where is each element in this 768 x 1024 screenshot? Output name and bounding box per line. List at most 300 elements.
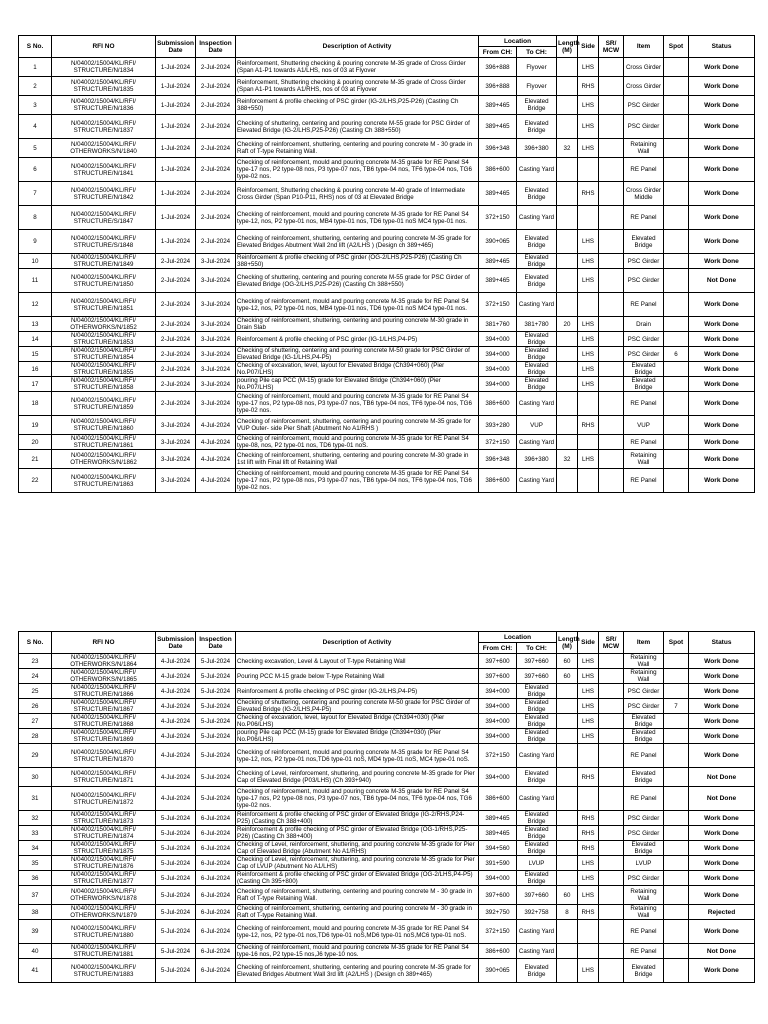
cell-sno: 14 [19, 332, 52, 347]
cell-status: Work Done [689, 959, 755, 983]
cell-item: RE Panel [624, 787, 664, 811]
cell-item: Retaining Wall [624, 669, 664, 684]
cell-item: Retaining Wall [624, 450, 664, 469]
cell-inspection-date: 6-Jul-2024 [196, 841, 236, 856]
cell-from-ch: 397+600 [479, 669, 517, 684]
cell-status: Work Done [689, 654, 755, 669]
cell-sr-mcw [599, 729, 624, 744]
cell-status: Work Done [689, 293, 755, 317]
cell-description: Checking of shuttering, centering and pouring concrete M-50 grade for PSC Girder of Elevated Bridge (IG-1/LHS,P4-P5) [236, 347, 479, 362]
cell-item: PSC Girder [624, 332, 664, 347]
cell-submission-date: 5-Jul-2024 [156, 886, 196, 905]
table-row [19, 293, 755, 317]
cell-inspection-date: 4-Jul-2024 [196, 416, 236, 435]
cell-length [557, 744, 578, 768]
cell-length [557, 293, 578, 317]
cell-status: Work Done [689, 920, 755, 944]
cell-length [557, 826, 578, 841]
table-row [19, 362, 755, 377]
cell-sno: 23 [19, 654, 52, 669]
cell-length [557, 269, 578, 293]
cell-status: Work Done [689, 669, 755, 684]
cell-from-ch: 381+760 [479, 317, 517, 332]
cell-from-ch: 386+600 [479, 944, 517, 959]
table-row [19, 768, 755, 787]
cell-sr-mcw [599, 669, 624, 684]
cell-submission-date: 2-Jul-2024 [156, 392, 196, 416]
cell-sr-mcw [599, 96, 624, 115]
cell-length [557, 811, 578, 826]
cell-item: Retaining Wall [624, 905, 664, 920]
cell-item: Cross Girder Middle [624, 182, 664, 206]
cell-rfi-no: N/04002/15004/KL/RFI/ STRUCTURE/N/1866 [52, 684, 156, 699]
cell-rfi-no: N/04002/15004/KL/RFI/ STRUCTURE/N/1861 [52, 435, 156, 450]
cell-from-ch: 394+000 [479, 768, 517, 787]
cell-status: Work Done [689, 347, 755, 362]
cell-status: Work Done [689, 856, 755, 871]
cell-submission-date: 3-Jul-2024 [156, 435, 196, 450]
cell-spot [664, 729, 689, 744]
cell-spot [664, 115, 689, 139]
cell-status: Work Done [689, 206, 755, 230]
cell-item: VUP [624, 416, 664, 435]
table-row [19, 699, 755, 714]
cell-sno: 17 [19, 377, 52, 392]
cell-spot [664, 469, 689, 493]
cell-inspection-date: 5-Jul-2024 [196, 684, 236, 699]
table-row [19, 96, 755, 115]
cell-to-ch: Elevated Bridge [517, 332, 557, 347]
cell-sr-mcw [599, 362, 624, 377]
cell-sno: 2 [19, 77, 52, 96]
cell-length [557, 377, 578, 392]
cell-sr-mcw [599, 654, 624, 669]
cell-sno: 24 [19, 669, 52, 684]
cell-sr-mcw [599, 58, 624, 77]
cell-side: RHS [578, 77, 599, 96]
cell-submission-date: 4-Jul-2024 [156, 699, 196, 714]
cell-submission-date: 3-Jul-2024 [156, 450, 196, 469]
header-item: Item [624, 632, 664, 654]
cell-from-ch: 394+000 [479, 729, 517, 744]
cell-item: RE Panel [624, 293, 664, 317]
cell-submission-date: 5-Jul-2024 [156, 811, 196, 826]
cell-to-ch: Elevated Bridge [517, 714, 557, 729]
cell-side: LHS [578, 317, 599, 332]
cell-item: Elevated Bridge [624, 362, 664, 377]
cell-item: Elevated Bridge [624, 230, 664, 254]
cell-inspection-date: 6-Jul-2024 [196, 871, 236, 886]
table-row [19, 332, 755, 347]
cell-rfi-no: N/04002/15004/KL/RFI/ OTHERWORKS/N/1862 [52, 450, 156, 469]
cell-sr-mcw [599, 714, 624, 729]
cell-inspection-date: 5-Jul-2024 [196, 669, 236, 684]
cell-spot [664, 826, 689, 841]
cell-description: Checking of excavation, level, layout for Elevated Bridge (Ch394+030) (Pier No.P06/LHS) [236, 714, 479, 729]
header-length: Length (M) [557, 632, 578, 654]
cell-side: LHS [578, 254, 599, 269]
cell-item: Retaining Wall [624, 886, 664, 905]
cell-item: PSC Girder [624, 347, 664, 362]
cell-sno: 31 [19, 787, 52, 811]
cell-item: RE Panel [624, 158, 664, 182]
cell-side [578, 469, 599, 493]
cell-rfi-no: N/04002/15004/KL/RFI/ STRUCTURE/N/1841 [52, 158, 156, 182]
cell-rfi-no: N/04002/15004/KL/RFI/ STRUCTURE/S/1848 [52, 230, 156, 254]
cell-description: Checking of reinforcement, shuttering, centering and pouring concrete M - 30 grade in Raft of T-type Retaining Wall. [236, 905, 479, 920]
cell-to-ch: 397+660 [517, 886, 557, 905]
cell-sr-mcw [599, 293, 624, 317]
cell-to-ch: VUP [517, 416, 557, 435]
cell-from-ch: 386+600 [479, 392, 517, 416]
cell-side: LHS [578, 654, 599, 669]
cell-sno: 25 [19, 684, 52, 699]
cell-side: LHS [578, 332, 599, 347]
cell-description: Checking of Level, reinforcement, shuttering, and pouring concrete M-35 grade for Pier Cap of Elevated Bridge (P03/LHS) (Ch 393+940) [236, 768, 479, 787]
cell-rfi-no: N/04002/15004/KL/RFI/ STRUCTURE/N/1870 [52, 744, 156, 768]
cell-from-ch: 391+590 [479, 856, 517, 871]
cell-inspection-date: 2-Jul-2024 [196, 230, 236, 254]
cell-description: Checking of reinforcement, shuttering, centering and pouring concrete M - 30 grade in Raft of T-type Retaining Wall. [236, 886, 479, 905]
cell-side: LHS [578, 115, 599, 139]
cell-to-ch: Elevated Bridge [517, 182, 557, 206]
cell-length [557, 920, 578, 944]
table-row [19, 826, 755, 841]
cell-from-ch: 396+888 [479, 77, 517, 96]
cell-description: Checking of reinforcement, mould and pouring concrete M-35 grade for RE Panel S4 type-17 nos, P2 type-08 nos, P3 type-07 nos, TB6 type-04 nos, TF6 type-04 nos, TG6 type-02 nos. [236, 787, 479, 811]
cell-side: RHS [578, 768, 599, 787]
cell-to-ch: Elevated Bridge [517, 96, 557, 115]
cell-sno: 5 [19, 139, 52, 158]
cell-sno: 36 [19, 871, 52, 886]
cell-sno: 20 [19, 435, 52, 450]
cell-side: RHS [578, 841, 599, 856]
cell-to-ch: Elevated Bridge [517, 362, 557, 377]
cell-status: Not Done [689, 944, 755, 959]
cell-sno: 10 [19, 254, 52, 269]
cell-submission-date: 4-Jul-2024 [156, 714, 196, 729]
cell-status: Work Done [689, 714, 755, 729]
cell-length: 60 [557, 669, 578, 684]
cell-description: Pouring PCC M-15 grade below T-type Retaining Wall [236, 669, 479, 684]
cell-spot [664, 450, 689, 469]
cell-status: Work Done [689, 811, 755, 826]
cell-sno: 39 [19, 920, 52, 944]
cell-description: Checking of reinforcement, shuttering, centering and pouring concrete M-35 grade for Elevated Bridges Abutment Wall 2nd lift (A2/LHS ) (Design ch 389+465) [236, 230, 479, 254]
cell-rfi-no: N/04002/15004/KL/RFI/ STRUCTURE/S/1847 [52, 206, 156, 230]
cell-description: Checking of reinforcement, mould and pouring concrete M-35 grade for RE Panel S4 type-12, nos, P2 type-01 nos, MB4 type-01 nos, TD6 type-01 noS MC4 type-01 nos. [236, 206, 479, 230]
cell-from-ch: 389+465 [479, 254, 517, 269]
header-from-ch: From CH: [479, 643, 517, 654]
cell-inspection-date: 6-Jul-2024 [196, 920, 236, 944]
cell-inspection-date: 3-Jul-2024 [196, 362, 236, 377]
cell-sno: 6 [19, 158, 52, 182]
cell-submission-date: 4-Jul-2024 [156, 684, 196, 699]
cell-sno: 13 [19, 317, 52, 332]
cell-inspection-date: 4-Jul-2024 [196, 435, 236, 450]
cell-item: LVUP [624, 856, 664, 871]
cell-status: Not Done [689, 787, 755, 811]
cell-inspection-date: 2-Jul-2024 [196, 58, 236, 77]
cell-status: Work Done [689, 77, 755, 96]
cell-to-ch: Casting Yard [517, 206, 557, 230]
cell-spot [664, 684, 689, 699]
cell-submission-date: 5-Jul-2024 [156, 959, 196, 983]
cell-sr-mcw [599, 959, 624, 983]
cell-sr-mcw [599, 206, 624, 230]
cell-inspection-date: 5-Jul-2024 [196, 654, 236, 669]
cell-sno: 21 [19, 450, 52, 469]
cell-spot [664, 787, 689, 811]
cell-status: Work Done [689, 886, 755, 905]
cell-description: Checking of excavation, level, layout for Elevated Bridge (Ch394+060) (Pier No.P07/LHS) [236, 362, 479, 377]
cell-sr-mcw [599, 347, 624, 362]
cell-to-ch: Elevated Bridge [517, 871, 557, 886]
cell-rfi-no: N/04002/15004/KL/RFI/ STRUCTURE/N/1871 [52, 768, 156, 787]
cell-sr-mcw [599, 332, 624, 347]
cell-spot [664, 139, 689, 158]
cell-inspection-date: 3-Jul-2024 [196, 347, 236, 362]
cell-sr-mcw [599, 77, 624, 96]
cell-rfi-no: N/04002/15004/KL/RFI/ OTHERWORKS/N/1878 [52, 886, 156, 905]
cell-description: pouring Pile cap PCC (M-15) grade for Elevated Bridge (Ch394+030) (Pier No.P06/LHS) [236, 729, 479, 744]
cell-sno: 11 [19, 269, 52, 293]
cell-status: Work Done [689, 826, 755, 841]
header-from-ch: From CH: [479, 47, 517, 58]
cell-description: Checking of shuttering, centering and pouring concrete M-55 grade for PSC Girder of Elevated Bridge (IG-2/LHS,P25-P26) (Casting Ch 388+550) [236, 115, 479, 139]
cell-status: Work Done [689, 435, 755, 450]
cell-side: LHS [578, 959, 599, 983]
cell-rfi-no: N/04002/15004/KL/RFI/ STRUCTURE/N/1850 [52, 269, 156, 293]
cell-status: Work Done [689, 362, 755, 377]
cell-rfi-no: N/04002/15004/KL/RFI/ STRUCTURE/N/1854 [52, 347, 156, 362]
cell-inspection-date: 5-Jul-2024 [196, 729, 236, 744]
cell-status: Work Done [689, 469, 755, 493]
cell-to-ch: 381+780 [517, 317, 557, 332]
cell-sr-mcw [599, 856, 624, 871]
cell-rfi-no: N/04002/15004/KL/RFI/ OTHERWORKS/N/1879 [52, 905, 156, 920]
cell-inspection-date: 2-Jul-2024 [196, 96, 236, 115]
cell-item: RE Panel [624, 206, 664, 230]
cell-status: Work Done [689, 450, 755, 469]
cell-side [578, 435, 599, 450]
cell-description: Checking excavation, Level & Layout of T-type Retaining Wall [236, 654, 479, 669]
cell-item: PSC Girder [624, 684, 664, 699]
cell-to-ch: Elevated Bridge [517, 377, 557, 392]
cell-side: LHS [578, 377, 599, 392]
cell-item: PSC Girder [624, 699, 664, 714]
cell-to-ch: Casting Yard [517, 293, 557, 317]
cell-status: Not Done [689, 768, 755, 787]
cell-description: pouring Pile cap PCC (M-15) grade for Elevated Bridge (Ch394+060) (Pier No.P07/LHS) [236, 377, 479, 392]
cell-status: Work Done [689, 699, 755, 714]
cell-item: RE Panel [624, 944, 664, 959]
cell-description: Reinforcement, Shuttering checking & pouring concrete M-40 grade of Intermediate Cross Girder (Span P10-P11, RHS) nos of 03 at Elevated Bridge [236, 182, 479, 206]
cell-rfi-no: N/04002/15004/KL/RFI/ STRUCTURE/N/1853 [52, 332, 156, 347]
cell-description: Checking of shuttering, centering and pouring concrete M-50 grade for PSC Girder of Elevated Bridge (IG-2/LHS,P4-P5) [236, 699, 479, 714]
cell-to-ch: Casting Yard [517, 944, 557, 959]
cell-length [557, 158, 578, 182]
cell-item: Cross Girder [624, 77, 664, 96]
cell-item: Elevated Bridge [624, 377, 664, 392]
cell-rfi-no: N/04002/15004/KL/RFI/ STRUCTURE/N/1872 [52, 787, 156, 811]
cell-status: Work Done [689, 744, 755, 768]
header-sr-mcw: SR/ MCW [599, 632, 624, 654]
header-length: Length (M) [557, 36, 578, 58]
cell-spot [664, 58, 689, 77]
cell-side [578, 744, 599, 768]
header-to-ch: To CH: [517, 47, 557, 58]
cell-submission-date: 2-Jul-2024 [156, 347, 196, 362]
cell-submission-date: 5-Jul-2024 [156, 856, 196, 871]
header-sno: S No. [19, 632, 52, 654]
cell-rfi-no: N/04002/15004/KL/RFI/ STRUCTURE/N/1868 [52, 714, 156, 729]
cell-description: Checking of shuttering, centering and pouring concrete M-55 grade for PSC Girder of Elevated Bridge (OG-2/LHS,P25-P26) (Casting Ch 388+550) [236, 269, 479, 293]
cell-status: Work Done [689, 139, 755, 158]
cell-spot [664, 669, 689, 684]
cell-rfi-no: N/04002/15004/KL/RFI/ OTHERWORKS/N/1865 [52, 669, 156, 684]
cell-rfi-no: N/04002/15004/KL/RFI/ STRUCTURE/N/1859 [52, 392, 156, 416]
cell-sr-mcw [599, 886, 624, 905]
cell-submission-date: 2-Jul-2024 [156, 254, 196, 269]
cell-length [557, 254, 578, 269]
cell-rfi-no: N/04002/15004/KL/RFI/ STRUCTURE/N/1873 [52, 811, 156, 826]
cell-to-ch: 396+380 [517, 450, 557, 469]
table-row [19, 654, 755, 669]
cell-sr-mcw [599, 392, 624, 416]
cell-side: LHS [578, 684, 599, 699]
cell-sno: 12 [19, 293, 52, 317]
cell-status: Work Done [689, 96, 755, 115]
cell-to-ch: Elevated Bridge [517, 115, 557, 139]
cell-submission-date: 4-Jul-2024 [156, 744, 196, 768]
cell-side: RHS [578, 416, 599, 435]
cell-submission-date: 2-Jul-2024 [156, 293, 196, 317]
cell-length: 60 [557, 654, 578, 669]
cell-sr-mcw [599, 435, 624, 450]
cell-from-ch: 389+465 [479, 115, 517, 139]
table-row [19, 469, 755, 493]
cell-item: RE Panel [624, 469, 664, 493]
cell-from-ch: 392+750 [479, 905, 517, 920]
cell-submission-date: 2-Jul-2024 [156, 377, 196, 392]
cell-spot [664, 959, 689, 983]
cell-status: Work Done [689, 254, 755, 269]
cell-spot [664, 230, 689, 254]
cell-item: Elevated Bridge [624, 729, 664, 744]
table-row [19, 841, 755, 856]
cell-status: Work Done [689, 158, 755, 182]
cell-description: Checking of reinforcement, mould and pouring concrete M-35 grade for RE Panel S4 type-12, nos, P2 type-01 nos, MB4 type-01 nos, TD6 type-01 noS MC4 type-01 nos. [236, 293, 479, 317]
cell-from-ch: 394+000 [479, 332, 517, 347]
cell-rfi-no: N/04002/15004/KL/RFI/ STRUCTURE/N/1875 [52, 841, 156, 856]
cell-sno: 35 [19, 856, 52, 871]
cell-status: Rejected [689, 905, 755, 920]
cell-spot [664, 317, 689, 332]
cell-side: LHS [578, 96, 599, 115]
cell-item: Cross Girder [624, 58, 664, 77]
cell-length [557, 856, 578, 871]
cell-sr-mcw [599, 744, 624, 768]
cell-item: Elevated Bridge [624, 841, 664, 856]
table-row [19, 886, 755, 905]
cell-sno: 19 [19, 416, 52, 435]
cell-item: Retaining Wall [624, 654, 664, 669]
header-sno: S No. [19, 36, 52, 58]
cell-from-ch: 389+465 [479, 269, 517, 293]
cell-to-ch: Elevated Bridge [517, 959, 557, 983]
cell-sr-mcw [599, 871, 624, 886]
cell-description: Checking of reinforcement, mould and pouring concrete M-35 grade for RE Panel S4 type-17 nos, P2 type-08 nos, P3 type-07 nos, TB6 type-04 nos, TF6 type-04 nos, TG6 type-02 nos. [236, 158, 479, 182]
cell-from-ch: 386+600 [479, 787, 517, 811]
cell-inspection-date: 6-Jul-2024 [196, 959, 236, 983]
cell-from-ch: 394+000 [479, 347, 517, 362]
cell-to-ch: 397+660 [517, 654, 557, 669]
cell-spot [664, 841, 689, 856]
cell-item: Elevated Bridge [624, 768, 664, 787]
cell-length [557, 230, 578, 254]
table-row [19, 158, 755, 182]
cell-rfi-no: N/04002/15004/KL/RFI/ STRUCTURE/N/1836 [52, 96, 156, 115]
cell-sno: 26 [19, 699, 52, 714]
header-inspection-date: Inspection Date [196, 632, 236, 654]
cell-length: 60 [557, 886, 578, 905]
table-row [19, 787, 755, 811]
cell-sr-mcw [599, 158, 624, 182]
cell-rfi-no: N/04002/15004/KL/RFI/ STRUCTURE/N/1842 [52, 182, 156, 206]
cell-from-ch: 397+600 [479, 654, 517, 669]
cell-description: Reinforcement & profile checking of PSC girder of Elevated Bridge (OG-1/RHS,P25-P26) (Casting Ch 388+400) [236, 826, 479, 841]
cell-item: PSC Girder [624, 254, 664, 269]
cell-rfi-no: N/04002/15004/KL/RFI/ STRUCTURE/N/1835 [52, 77, 156, 96]
cell-submission-date: 1-Jul-2024 [156, 206, 196, 230]
cell-inspection-date: 3-Jul-2024 [196, 392, 236, 416]
cell-submission-date: 3-Jul-2024 [156, 469, 196, 493]
table-row [19, 377, 755, 392]
cell-sno: 30 [19, 768, 52, 787]
cell-inspection-date: 5-Jul-2024 [196, 699, 236, 714]
cell-sno: 28 [19, 729, 52, 744]
cell-from-ch: 394+000 [479, 362, 517, 377]
cell-submission-date: 4-Jul-2024 [156, 729, 196, 744]
cell-from-ch: 394+000 [479, 684, 517, 699]
cell-sr-mcw [599, 317, 624, 332]
cell-submission-date: 1-Jul-2024 [156, 115, 196, 139]
cell-spot [664, 293, 689, 317]
cell-from-ch: 386+600 [479, 158, 517, 182]
cell-side: LHS [578, 362, 599, 377]
cell-to-ch: Casting Yard [517, 435, 557, 450]
cell-spot [664, 811, 689, 826]
cell-sno: 18 [19, 392, 52, 416]
header-rfi-no: RFI NO [52, 36, 156, 58]
table-row [19, 684, 755, 699]
cell-submission-date: 5-Jul-2024 [156, 944, 196, 959]
cell-item: Drain [624, 317, 664, 332]
header-side: Side [578, 36, 599, 58]
cell-spot [664, 654, 689, 669]
cell-item: RE Panel [624, 435, 664, 450]
rfi-table-2 [18, 631, 755, 983]
table-row [19, 811, 755, 826]
cell-length [557, 768, 578, 787]
cell-submission-date: 2-Jul-2024 [156, 269, 196, 293]
cell-status: Work Done [689, 182, 755, 206]
header-description: Description of Activity [236, 632, 479, 654]
table-row [19, 669, 755, 684]
cell-length: 8 [557, 905, 578, 920]
cell-to-ch: 392+758 [517, 905, 557, 920]
